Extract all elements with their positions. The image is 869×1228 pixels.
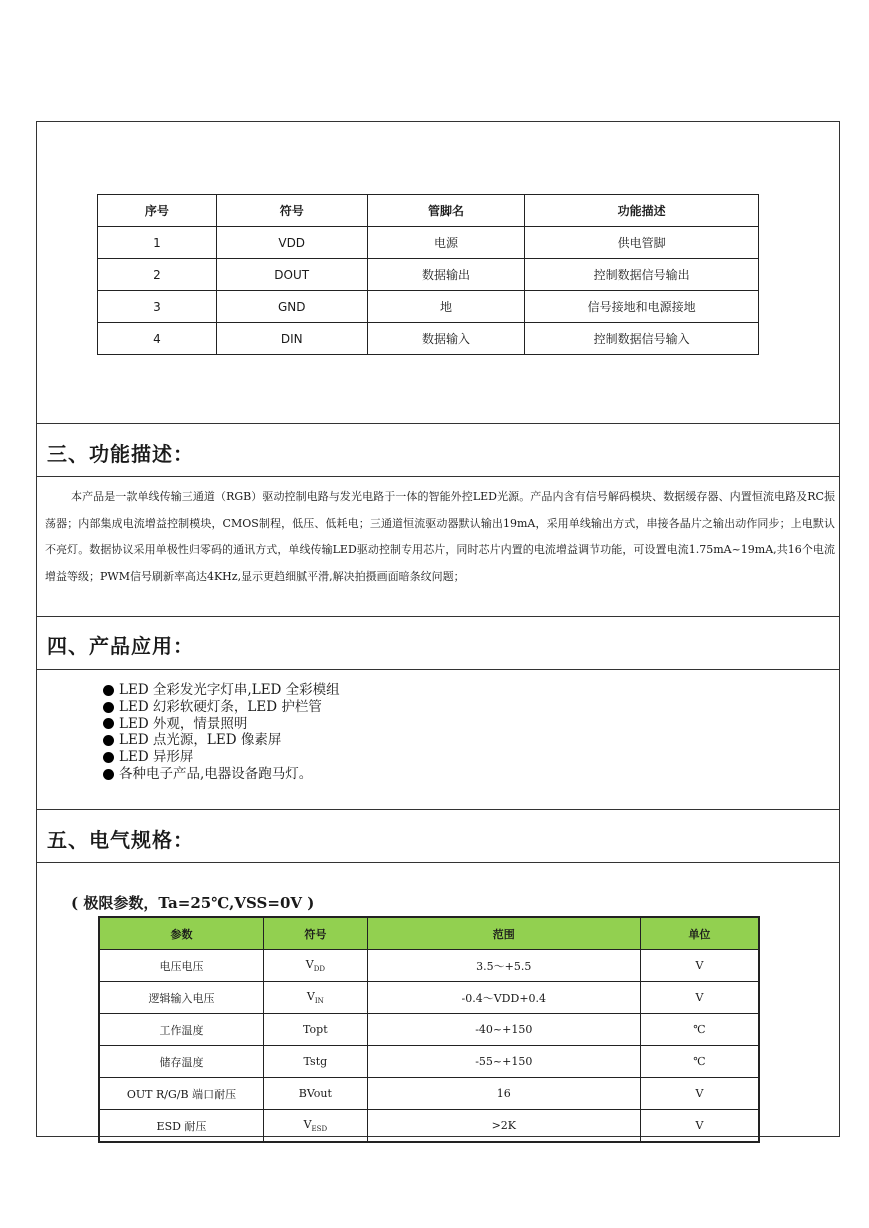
section5-title: 五、电气规格： <box>47 828 194 852</box>
spec-symbol: Tstg <box>263 1046 367 1078</box>
list-item-text: 各种电子产品,电器设备跑马灯。 <box>119 765 313 782</box>
table-row <box>99 1014 759 1046</box>
pin-cell: 2 <box>98 259 217 291</box>
pin-header-cell: 序号 <box>98 195 217 227</box>
pin-table-header <box>98 195 759 227</box>
table-row <box>99 982 759 1014</box>
pin-cell: 3 <box>98 291 217 323</box>
list-item <box>103 682 340 699</box>
spec-param: ESD 耐压 <box>99 1110 263 1143</box>
list-item-text: LED 幻彩软硬灯条，LED 护栏管 <box>119 698 322 715</box>
pin-cell: 信号接地和电源接地 <box>525 291 759 323</box>
spec-range: -0.4～VDD+0.4 <box>367 982 640 1014</box>
section3-title: 三、功能描述： <box>47 442 194 466</box>
section-divider <box>37 862 839 863</box>
pin-cell: 1 <box>98 227 217 259</box>
spec-symbol: $V_{DD}$ <box>263 950 367 982</box>
table-row <box>98 291 759 323</box>
application-list <box>103 682 340 783</box>
spec-param: 储存温度 <box>99 1046 263 1078</box>
section-divider <box>37 809 839 810</box>
spec-unit: ℃ <box>640 1014 759 1046</box>
spec-range: -40~+150 <box>367 1014 640 1046</box>
table-row <box>98 323 759 355</box>
list-item <box>103 766 340 783</box>
function-description: 本产品是一款单线传输三通道（RGB）驱动控制电路与发光电路于一体的智能外控LED光源。产品内含有信号解码模块、数据缓存器、内置恒流电路及RC振荡器；内部集成电流增益控制模块，CMOS制程，低压、低耗电；三通道恒流驱动器默认输出19mA，采用单线输出方式，串接各晶片之输出动作同步；上电默认不亮灯。数据协议采用单极性归零码的通讯方式，单线传输LED驱动控制专用芯片，同时芯片内置的电流增益调节功能，可设置电流1.75mA~19mA,共16个电流增益等级；PWM信号刷新率高达4KHz,显示更趋细腻平滑,解决拍摄画面暗条纹问题； <box>45 490 835 583</box>
spec-unit: V <box>640 950 759 982</box>
pin-header-cell: 功能描述 <box>525 195 759 227</box>
table-row <box>98 259 759 291</box>
list-item-text: LED 全彩发光字灯串,LED 全彩模组 <box>119 682 340 698</box>
bullet-icon <box>103 685 114 696</box>
section4-title: 四、产品应用： <box>47 634 194 658</box>
pin-cell: VDD <box>216 227 367 259</box>
list-item-text: LED 异形屏 <box>119 749 194 766</box>
table-row <box>99 1110 759 1143</box>
spec-range: -55~+150 <box>367 1046 640 1078</box>
pin-cell: 供电管脚 <box>525 227 759 259</box>
bullet-icon <box>103 718 114 729</box>
spec-symbol: $V_{ESD}$ <box>263 1110 367 1143</box>
spec-symbol: Topt <box>263 1014 367 1046</box>
bullet-icon <box>103 769 114 780</box>
pin-cell: DIN <box>216 323 367 355</box>
spec-unit: ℃ <box>640 1046 759 1078</box>
spec-param: 电压电压 <box>99 950 263 982</box>
pin-table <box>97 194 759 355</box>
pin-header-cell: 符号 <box>216 195 367 227</box>
bullet-icon <box>103 702 114 713</box>
pin-cell: GND <box>216 291 367 323</box>
spec-table-header <box>99 917 759 950</box>
list-item <box>103 716 340 733</box>
bullet-icon <box>103 752 114 763</box>
spec-param: 逻辑输入电压 <box>99 982 263 1014</box>
spec-unit: V <box>640 1110 759 1143</box>
spec-range: 3.5～+5.5 <box>367 950 640 982</box>
pin-cell: DOUT <box>216 259 367 291</box>
section-divider <box>37 476 839 477</box>
spec-header-cell: 范围 <box>367 917 640 950</box>
section-divider <box>37 423 839 424</box>
document-frame <box>36 121 840 1137</box>
section-divider <box>37 669 839 670</box>
list-item-text: LED 外观，情景照明 <box>119 715 248 732</box>
spec-unit: V <box>640 1078 759 1110</box>
table-row <box>99 1078 759 1110</box>
list-item <box>103 732 340 749</box>
limit-params-title: ( 极限参数，Ta=25℃,VSS=0V ) <box>71 894 315 912</box>
spec-symbol: BVout <box>263 1078 367 1110</box>
pin-cell: 控制数据信号输出 <box>525 259 759 291</box>
bullet-icon <box>103 735 114 746</box>
list-item <box>103 749 340 766</box>
list-item <box>103 699 340 716</box>
spec-range: 16 <box>367 1078 640 1110</box>
spec-param: OUT R/G/B 端口耐压 <box>99 1078 263 1110</box>
spec-param: 工作温度 <box>99 1014 263 1046</box>
pin-cell: 控制数据信号输入 <box>525 323 759 355</box>
section-divider <box>37 616 839 617</box>
table-row <box>98 227 759 259</box>
table-row <box>99 950 759 982</box>
spec-symbol: $V_{IN}$ <box>263 982 367 1014</box>
list-item-text: LED 点光源，LED 像素屏 <box>119 732 282 749</box>
pin-cell: 地 <box>367 291 525 323</box>
pin-cell: 数据输入 <box>367 323 525 355</box>
pin-header-cell: 管脚名 <box>367 195 525 227</box>
pin-cell: 数据输出 <box>367 259 525 291</box>
spec-range: >2K <box>367 1110 640 1143</box>
pin-cell: 4 <box>98 323 217 355</box>
spec-header-cell: 参数 <box>99 917 263 950</box>
spec-header-cell: 符号 <box>263 917 367 950</box>
spec-table <box>98 916 760 1143</box>
spec-unit: V <box>640 982 759 1014</box>
pin-cell: 电源 <box>367 227 525 259</box>
table-row <box>99 1046 759 1078</box>
spec-header-cell: 单位 <box>640 917 759 950</box>
